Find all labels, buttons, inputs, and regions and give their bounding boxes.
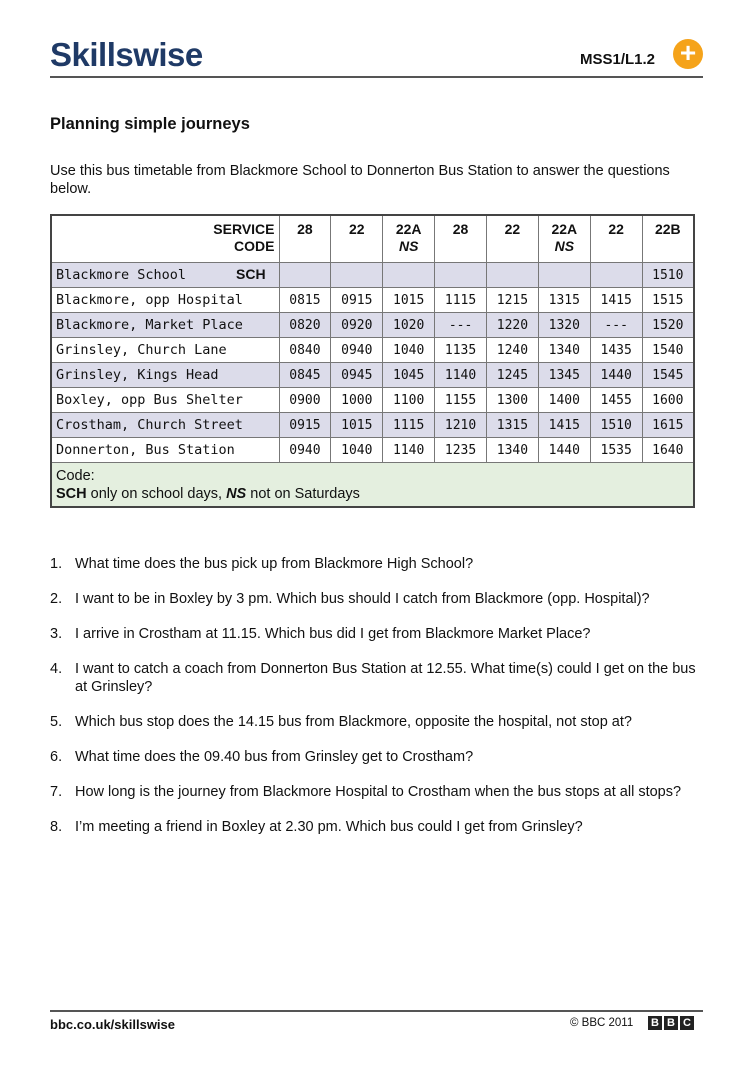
- time-cell: 1340: [538, 338, 590, 363]
- time-cell: 1545: [642, 363, 694, 388]
- time-cell: 1340: [487, 438, 539, 463]
- question-item: [50, 713, 700, 731]
- question-number: 1.: [50, 556, 63, 572]
- timetable-header-row: [51, 215, 694, 263]
- note-ns-code: NS: [226, 486, 247, 502]
- question-item: [50, 748, 700, 766]
- service-number: 22A: [395, 221, 422, 237]
- time-cell: 1245: [487, 363, 539, 388]
- time-cell: 0815: [279, 288, 331, 313]
- time-cell: 1015: [331, 413, 383, 438]
- time-cell: 1510: [590, 413, 642, 438]
- time-cell: 1300: [487, 388, 539, 413]
- time-cell: 1115: [383, 413, 435, 438]
- service-code-header: [51, 215, 279, 263]
- question-text: Which bus stop does the 14.15 bus from Blackmore, opposite the hospital, not stop at?: [75, 714, 632, 730]
- time-cell: [435, 263, 487, 288]
- time-cell: 1100: [383, 388, 435, 413]
- question-item: [50, 660, 700, 696]
- timetable-row: [51, 388, 694, 413]
- time-cell: 1515: [642, 288, 694, 313]
- timetable-row: [51, 313, 694, 338]
- stop-name: Donnerton, Bus Station: [56, 442, 235, 458]
- time-cell: 0900: [279, 388, 331, 413]
- time-cell: 0945: [331, 363, 383, 388]
- question-number: 5.: [50, 714, 63, 730]
- skillswise-logo: [50, 38, 203, 71]
- service-column-header: [279, 215, 331, 263]
- timetable-row: [51, 438, 694, 463]
- time-cell: 1520: [642, 313, 694, 338]
- time-cell: 1040: [331, 438, 383, 463]
- service-number: 22: [504, 221, 521, 237]
- code-label: CODE: [234, 238, 275, 254]
- stop-code: SCH: [236, 266, 266, 282]
- time-cell: 1345: [538, 363, 590, 388]
- service-number: 28: [452, 221, 469, 237]
- time-cell: 0845: [279, 363, 331, 388]
- service-column-header: [331, 215, 383, 263]
- time-cell: 1320: [538, 313, 590, 338]
- stop-name: Blackmore, opp Hospital: [56, 292, 243, 308]
- stop-name-cell: [51, 388, 279, 413]
- time-cell: 1535: [590, 438, 642, 463]
- time-cell: 1015: [383, 288, 435, 313]
- stop-name-cell: [51, 313, 279, 338]
- service-number: 22B: [654, 221, 681, 237]
- time-cell: 0940: [331, 338, 383, 363]
- time-cell: [538, 263, 590, 288]
- service-column-header: [538, 215, 590, 263]
- question-number: 8.: [50, 819, 63, 835]
- service-code: NS: [554, 238, 575, 254]
- time-cell: 1140: [435, 363, 487, 388]
- stop-name-cell: [51, 288, 279, 313]
- time-cell: 1040: [383, 338, 435, 363]
- time-cell: 1415: [538, 413, 590, 438]
- question-text: What time does the bus pick up from Blackmore High School?: [75, 556, 474, 572]
- time-cell: 1240: [487, 338, 539, 363]
- footer-url[interactable]: bbc.co.uk/skillswise: [50, 1017, 175, 1032]
- question-text: I arrive in Crostham at 11.15. Which bus did I get from Blackmore Market Place?: [75, 626, 591, 642]
- time-cell: 1540: [642, 338, 694, 363]
- time-cell: 1400: [538, 388, 590, 413]
- time-cell: 1455: [590, 388, 642, 413]
- time-cell: 1135: [435, 338, 487, 363]
- note-sch-text: only on school days,: [86, 486, 227, 502]
- question-number: 7.: [50, 784, 63, 800]
- bbc-letter-block: B: [664, 1016, 678, 1030]
- timetable-row: [51, 263, 694, 288]
- service-column-header: [590, 215, 642, 263]
- timetable-row: [51, 288, 694, 313]
- time-cell: 1020: [383, 313, 435, 338]
- time-cell: 1115: [435, 288, 487, 313]
- time-cell: 1220: [487, 313, 539, 338]
- timetable-note-row: [51, 463, 694, 508]
- question-item: [50, 590, 700, 608]
- time-cell: 1000: [331, 388, 383, 413]
- note-heading: Code:: [56, 468, 95, 484]
- time-cell: 1640: [642, 438, 694, 463]
- time-cell: 1615: [642, 413, 694, 438]
- time-cell: 1315: [538, 288, 590, 313]
- question-number: 6.: [50, 749, 63, 765]
- service-number: 22: [608, 221, 624, 237]
- bbc-logo: [648, 1016, 694, 1030]
- question-item: [50, 783, 700, 801]
- timetable-note: [51, 463, 694, 508]
- question-text: I’m meeting a friend in Boxley at 2.30 pm. Which bus could I get from Grinsley?: [75, 819, 583, 835]
- time-cell: [279, 263, 331, 288]
- time-cell: ---: [435, 313, 487, 338]
- note-sch-code: SCH: [56, 486, 87, 502]
- worksheet-code: MSS1/L1.2: [580, 51, 656, 68]
- service-number: 22A: [551, 221, 578, 237]
- question-item: [50, 818, 700, 836]
- time-cell: 1140: [383, 438, 435, 463]
- note-ns-text: not on Saturdays: [246, 486, 360, 502]
- copyright: © BBC 2011: [570, 1017, 634, 1029]
- stop-name-cell: [51, 413, 279, 438]
- stop-name: Crostham, Church Street: [56, 417, 243, 433]
- plus-icon: +: [673, 39, 703, 69]
- question-number: 2.: [50, 591, 63, 607]
- service-code: NS: [398, 238, 419, 254]
- service-column-header: [487, 215, 539, 263]
- time-cell: [383, 263, 435, 288]
- time-cell: [331, 263, 383, 288]
- stop-name: Grinsley, Kings Head: [56, 367, 219, 383]
- header-divider: [50, 76, 703, 78]
- intro-text: Use this bus timetable from Blackmore School to Donnerton Bus Station to answer the questions below.: [50, 163, 670, 197]
- question-text: What time does the 09.40 bus from Grinsley get to Crostham?: [75, 749, 474, 765]
- question-number: 4.: [50, 661, 63, 677]
- question-text: I want to be in Boxley by 3 pm. Which bus should I catch from Blackmore (opp. Hospital)?: [75, 591, 650, 607]
- time-cell: 0840: [279, 338, 331, 363]
- logo-text: Skillswise: [50, 36, 203, 73]
- time-cell: 1215: [487, 288, 539, 313]
- time-cell: 1315: [487, 413, 539, 438]
- question-item: [50, 625, 700, 643]
- stop-name: Boxley, opp Bus Shelter: [56, 392, 243, 408]
- service-number: 22: [349, 221, 365, 237]
- time-cell: 1155: [435, 388, 487, 413]
- time-cell: 1440: [590, 363, 642, 388]
- time-cell: 1510: [642, 263, 694, 288]
- bbc-letter-block: B: [648, 1016, 662, 1030]
- time-cell: 1435: [590, 338, 642, 363]
- question-list: [50, 555, 700, 853]
- bbc-letter-block: C: [680, 1016, 694, 1030]
- time-cell: 0915: [331, 288, 383, 313]
- stop-name-cell: [51, 338, 279, 363]
- bus-timetable: [50, 214, 695, 508]
- time-cell: 1235: [435, 438, 487, 463]
- stop-name-cell: [51, 438, 279, 463]
- service-column-header: [383, 215, 435, 263]
- time-cell: 0940: [279, 438, 331, 463]
- question-text: I want to catch a coach from Donnerton Bus Station at 12.55. What time(s) could I get on the bus at Grinsley?: [75, 661, 696, 695]
- time-cell: 0920: [331, 313, 383, 338]
- time-cell: 1415: [590, 288, 642, 313]
- time-cell: 1440: [538, 438, 590, 463]
- time-cell: 1600: [642, 388, 694, 413]
- footer-divider: [50, 1010, 703, 1012]
- service-number: 28: [297, 221, 313, 237]
- question-item: [50, 555, 700, 573]
- time-cell: 0915: [279, 413, 331, 438]
- service-column-header: [435, 215, 487, 263]
- time-cell: 1210: [435, 413, 487, 438]
- stop-name: Grinsley, Church Lane: [56, 342, 227, 358]
- stop-name: Blackmore School: [56, 267, 187, 283]
- stop-name-cell: [51, 263, 279, 288]
- time-cell: [487, 263, 539, 288]
- question-text: How long is the journey from Blackmore Hospital to Crostham when the bus stops at all stops?: [75, 784, 682, 800]
- time-cell: 0820: [279, 313, 331, 338]
- timetable-row: [51, 413, 694, 438]
- page-title: Planning simple journeys: [50, 115, 250, 133]
- service-column-header: [642, 215, 694, 263]
- question-number: 3.: [50, 626, 63, 642]
- timetable-row: [51, 363, 694, 388]
- stop-name-cell: [51, 363, 279, 388]
- timetable-row: [51, 338, 694, 363]
- service-label: SERVICE: [213, 221, 275, 237]
- time-cell: [590, 263, 642, 288]
- time-cell: ---: [590, 313, 642, 338]
- stop-name: Blackmore, Market Place: [56, 317, 243, 333]
- time-cell: 1045: [383, 363, 435, 388]
